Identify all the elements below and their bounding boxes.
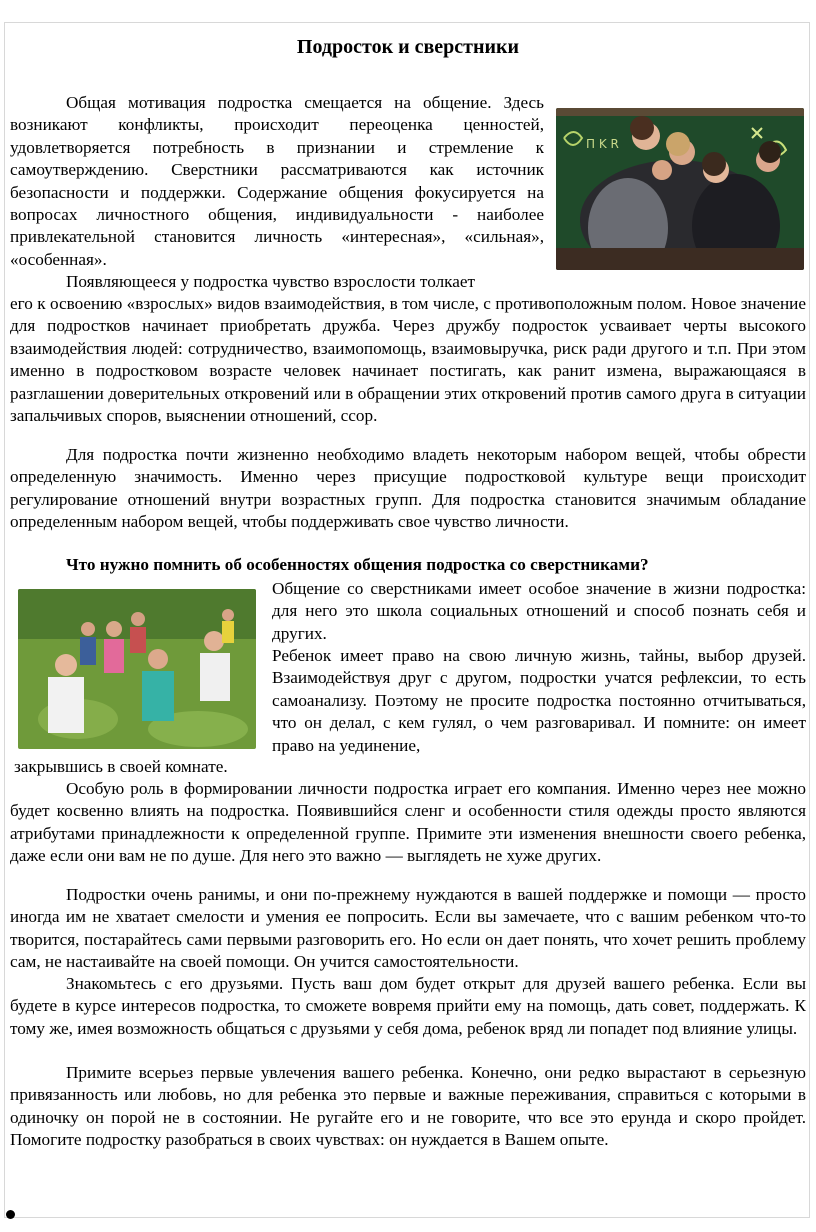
- paragraph-support: Подростки очень ранимы, и они по-прежнему нуждаются в вашей поддержке и помощи — просто иногда им не хватает смелости и умения ее попросить. Если вы замечаете, что с вашим ребенком что-то творится, постарайтесь сами первыми разговорить его. Но если он дает понять, что хочет решить проблему сам, не настаивайте на своей помощи. Он учится самостоятельности.: [10, 885, 806, 972]
- section-subheading: Что нужно помнить об особенностях общения подростка со сверстниками?: [66, 555, 649, 574]
- paragraph-adulthood: его к освоению «взрослых» видов взаимодействия, в том числе, с противоположным полом. Новое значение для подростков начинает приобретать дружба. Через дружбу подросток усваивает черты высокого взаимодействия людей: сотрудничество, взаимопомощь, взаимовыручка, риск ради другого и т.п. При этом именно в подростковом возрасте человек начинает постигать, как ранит измена, выражающаяся в разглашении доверительных откровений или в обращении этих откровений против самого друга в ситуации запальчивых споров, выяснении отношений, ссор.: [10, 294, 806, 426]
- paragraph-possessions: Для подростка почти жизненно необходимо владеть некоторым набором вещей, чтобы обрести определенную значимость. Именно через присущие подростковой культуре вещи происходит регулирование отношений внутри возрастных групп. Для подростка становится значимым обладание определенным набором вещей, чтобы поддерживать свое чувство личности.: [10, 445, 806, 532]
- paragraph-peer-school: Общение со сверстниками имеет особое значение в жизни подростка: для него это школа социальных отношений и способ познать себя и других.: [272, 579, 806, 643]
- teenagers-group-hug-photo: [556, 108, 804, 270]
- paragraph-adulthood-start: Появляющееся у подростка чувство взрослости толкает: [66, 272, 475, 291]
- paragraph-private-life: Ребенок имеет право на свою личную жизнь, тайны, выбор друзей. Взаимодействуя друг с другом, подростки учатся рефлексии, то есть самоанализу. Поэтому не просите подростка постоянно отчитываться, что он делал, с кем гулял, о чем разговаривал. И помните: он имеет право на уединение,: [272, 646, 806, 755]
- teenagers-running-meadow-photo: [18, 589, 256, 749]
- paragraph-company: Особую роль в формировании личности подростка играет его компания. Именно через нее можно будет косвенно влиять на подростка. Появившийся сленг и особенности стиля одежды просто являются атрибутами принадлежности к определенной группе. Примите эти изменения внешности своего ребенка, даже если они вам не по душе. Для него это важно — выглядеть не хуже других.: [10, 779, 806, 866]
- paragraph-first-love: Примите всерьез первые увлечения вашего ребенка. Конечно, они редко вырастают в серьезную привязанность или любовь, но для ребенка это первые и важные переживания, справиться с которыми в одиночку он порой не в состоянии. Не ругайте его и не говорите, что все это ерунда и скоро пройдет. Помогите подростку разобраться в своих чувствах: он нуждается в Вашем опыте.: [10, 1063, 806, 1150]
- paragraph-private-life-end: закрывшись в своей комнате.: [14, 757, 228, 776]
- svg-text:Π K R: Π K R: [586, 137, 619, 151]
- bullet-marker: [6, 1210, 15, 1219]
- page-title: Подросток и сверстники: [296, 36, 520, 58]
- paragraph-friends: Знакомьтесь с его друзьями. Пусть ваш дом будет открыт для друзей вашего ребенка. Если вы будете в курсе интересов подростка, то сможете вовремя прийти ему на помощь, дать совет, поддержать. К тому же, имея возможность общаться с друзьями у себя дома, ребенок вряд ли попадет под влияние улицы.: [10, 974, 806, 1038]
- paragraph-motivation: Общая мотивация подростка смещается на общение. Здесь возникают конфликты, происходит переоценка ценностей, удовлетворяется потребность в признании и стремление к самоутверждению. Сверстники рассматриваются как источник безопасности и поддержки. Содержание общения фокусируется на вопросах личностного общения, индивидуальности - наиболее привлекательной становится личность «интересная», «сильная», «особенная».: [10, 93, 544, 269]
